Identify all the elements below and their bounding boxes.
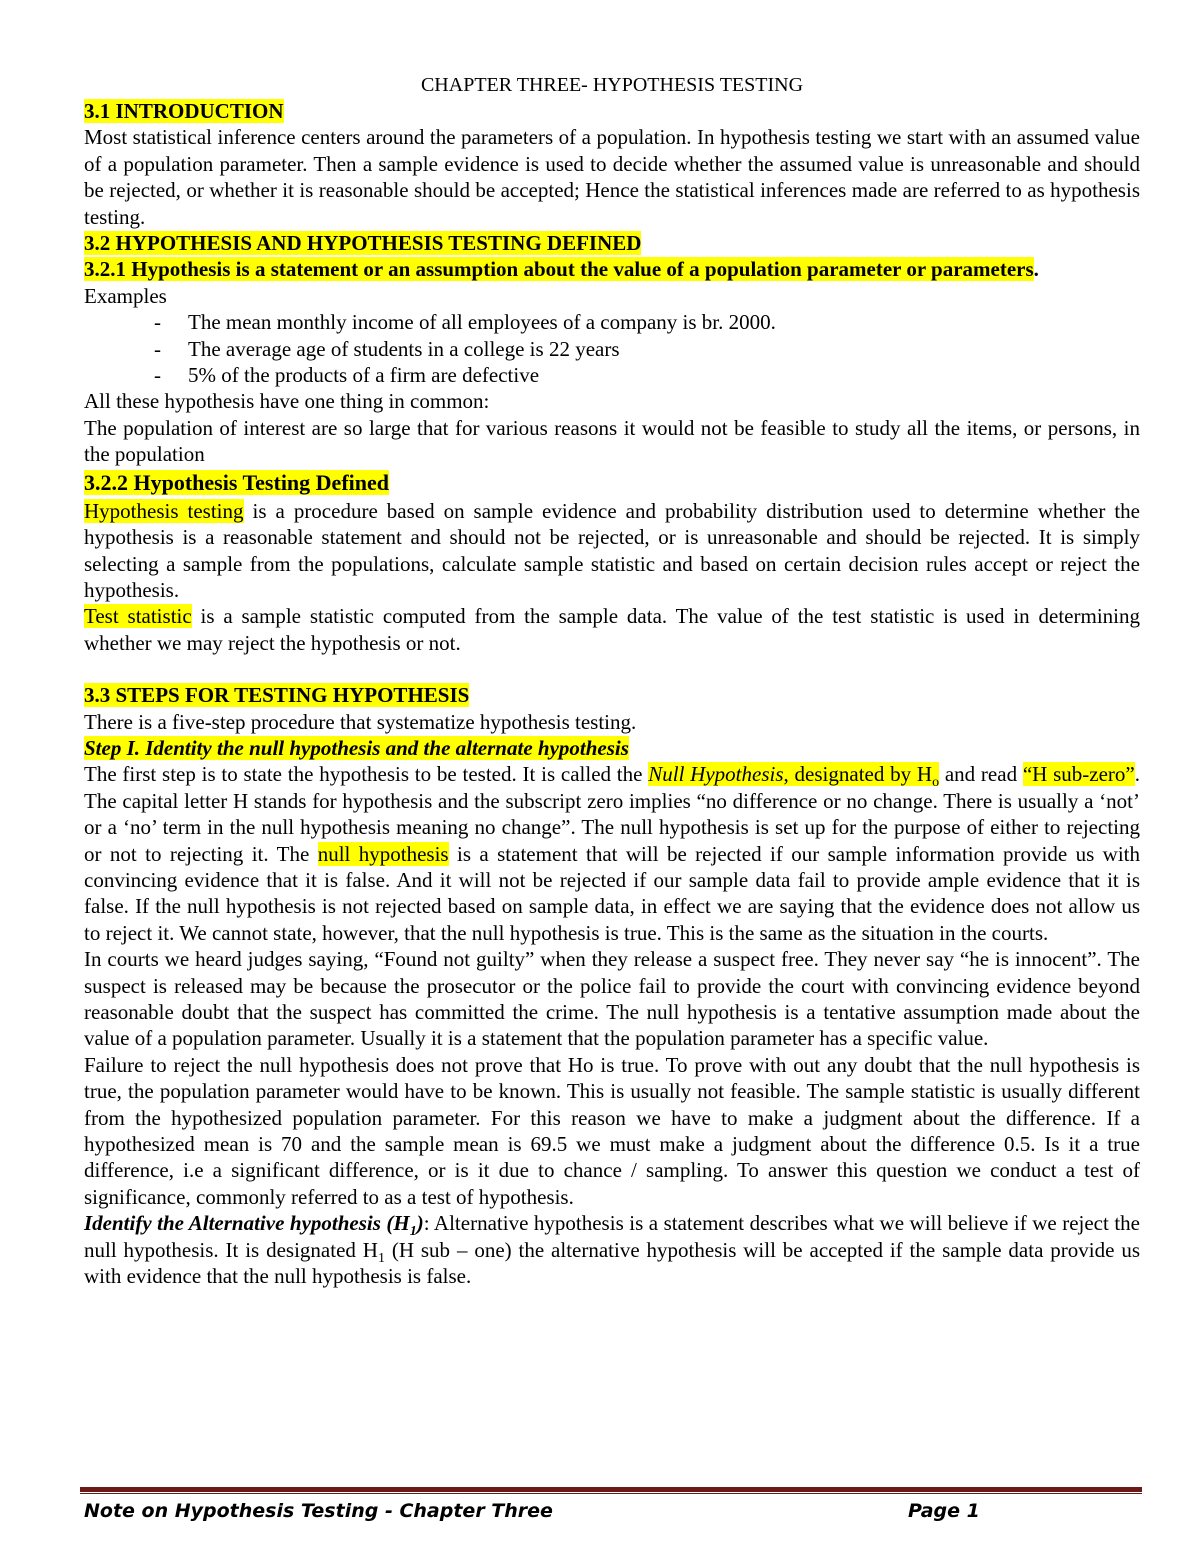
common-line: All these hypothesis have one thing in common: <box>84 389 490 414</box>
null-hypothesis-paragraph: The first step is to state the hypothesis to be tested. It is called the Null Hypothesis, designated by $H_o$ and read “H sub-zero”. The capital letter H stands for hypothesis and the subscript zero implies “no difference or no change. There is usually a ‘not’ or a ‘no’ term in the null hypothesis meaning no change”. The null hypothesis is set up for the purpose of either to rejecting or not to rejecting it. The null hypothesis is a statement that will be rejected if our sample information provide us with convincing evidence that it is false. And it will not be rejected if our sample data fail to provide ample evidence that it is false. If the null hypothesis is not rejected based on sample data, in effect we are saying that the evidence does not allow us to reject it. We cannot state, however, that the null hypothesis is true. This is the same as the situation in the courts. <box>84 762 1140 945</box>
section-3-2-2-heading: 3.2.2 Hypothesis Testing Defined <box>84 469 389 495</box>
footer-rule-thin <box>80 1493 1142 1494</box>
population-line: The population of interest are so large that for various reasons it would not be feasible to study all the items, or persons, in the population <box>84 415 1140 467</box>
page-number: Page 1 <box>908 1500 980 1522</box>
section-3-3-intro: There is a five-step procedure that systematize hypothesis testing. <box>84 709 637 734</box>
spacer <box>84 656 1140 682</box>
footer-rule <box>80 1487 1142 1492</box>
null-hypothesis-highlight: Null Hypothesis, designated by $H_o$ <box>648 762 940 791</box>
section-3-3-heading: 3.3 STEPS FOR TESTING HYPOTHESIS <box>84 683 470 708</box>
hypothesis-testing-definition: Hypothesis testing is a procedure based on sample evidence and probability distribution used to determine whether the hypothesis is a reasonable statement and should not be rejected, or is unreasonable and should be rejected. It is simply selecting a sample from the populations, calculate sample statistic and based on certain decision rules accept or reject the hypothesis. <box>84 498 1141 602</box>
courts-paragraph: In courts we heard judges saying, “Found not guilty” when they release a suspect free. They never say “he is innocent”. The suspect is released may be because the prosecutor or the police fail to provide the court with convincing evidence beyond reasonable doubt that the suspect has committed the crime. The null hypothesis is a tentative assumption made about the value of a population parameter. Usually it is a statement that the population parameter has a specific value. <box>84 947 1140 1051</box>
list-item: - The average age of students in a college is 22 years <box>154 336 620 361</box>
footer-title: Note on Hypothesis Testing - Chapter Three <box>84 1500 553 1522</box>
chapter-title: CHAPTER THREE- HYPOTHESIS TESTING <box>420 74 804 96</box>
failure-to-reject-paragraph: Failure to reject the null hypothesis does not prove that Ho is true. To prove with out any doubt that the null hypothesis is true, the population parameter would have to be known. This is usually not feasible. The sample statistic is usually different from the hypothesized population parameter. For this reason we have to make a judgment about the difference. If a hypothesized mean is 70 and the sample mean is 69.5 we must make a judgment about the difference 0.5. Is it a true difference, i.e a significant difference, or is it due to chance / sampling. To answer this question we conduct a test of significance, commonly referred to as a test of hypothesis. <box>84 1052 1140 1209</box>
step-1-heading: Step I. Identity the null hypothesis and the alternate hypothesis <box>84 735 629 760</box>
section-3-1-body: Most statistical inference centers around the parameters of a population. In hypothesis testing we start with an assumed value of a population parameter. Then a sample evidence is used to decide whether the assumed value is unreasonable and should be rejected, or whether it is reasonable should be accepted; Hence the statistical inferences made are referred to as hypothesis testing. <box>84 125 1140 229</box>
examples-list <box>84 309 1140 388</box>
alternative-hypothesis-paragraph: Identify the Alternative hypothesis $(H_1)$: Alternative hypothesis is a statement describes what we will believe if we reject the null hypothesis. It is designated $H_1$ (H sub – one) the alternative hypothesis will be accepted if the sample data provide us with evidence that the null hypothesis is false. <box>84 1211 1140 1289</box>
page-content <box>84 72 1140 1289</box>
list-item: - The mean monthly income of all employees of a company is br. 2000. <box>154 310 776 335</box>
section-3-1-heading: 3.1 INTRODUCTION <box>84 99 284 123</box>
test-statistic-definition: Test statistic is a sample statistic computed from the sample data. The value of the test statistic is used in determining whether we may reject the hypothesis or not. <box>84 604 1140 655</box>
section-3-2-heading: 3.2 HYPOTHESIS AND HYPOTHESIS TESTING DEFINED <box>84 231 642 256</box>
examples-label: Examples <box>84 283 167 308</box>
section-3-2-1-heading: 3.2.1 Hypothesis is a statement or an assumption about the value of a population parameter or parameters. <box>84 257 1039 282</box>
list-item: - 5% of the products of a firm are defective <box>154 363 540 388</box>
